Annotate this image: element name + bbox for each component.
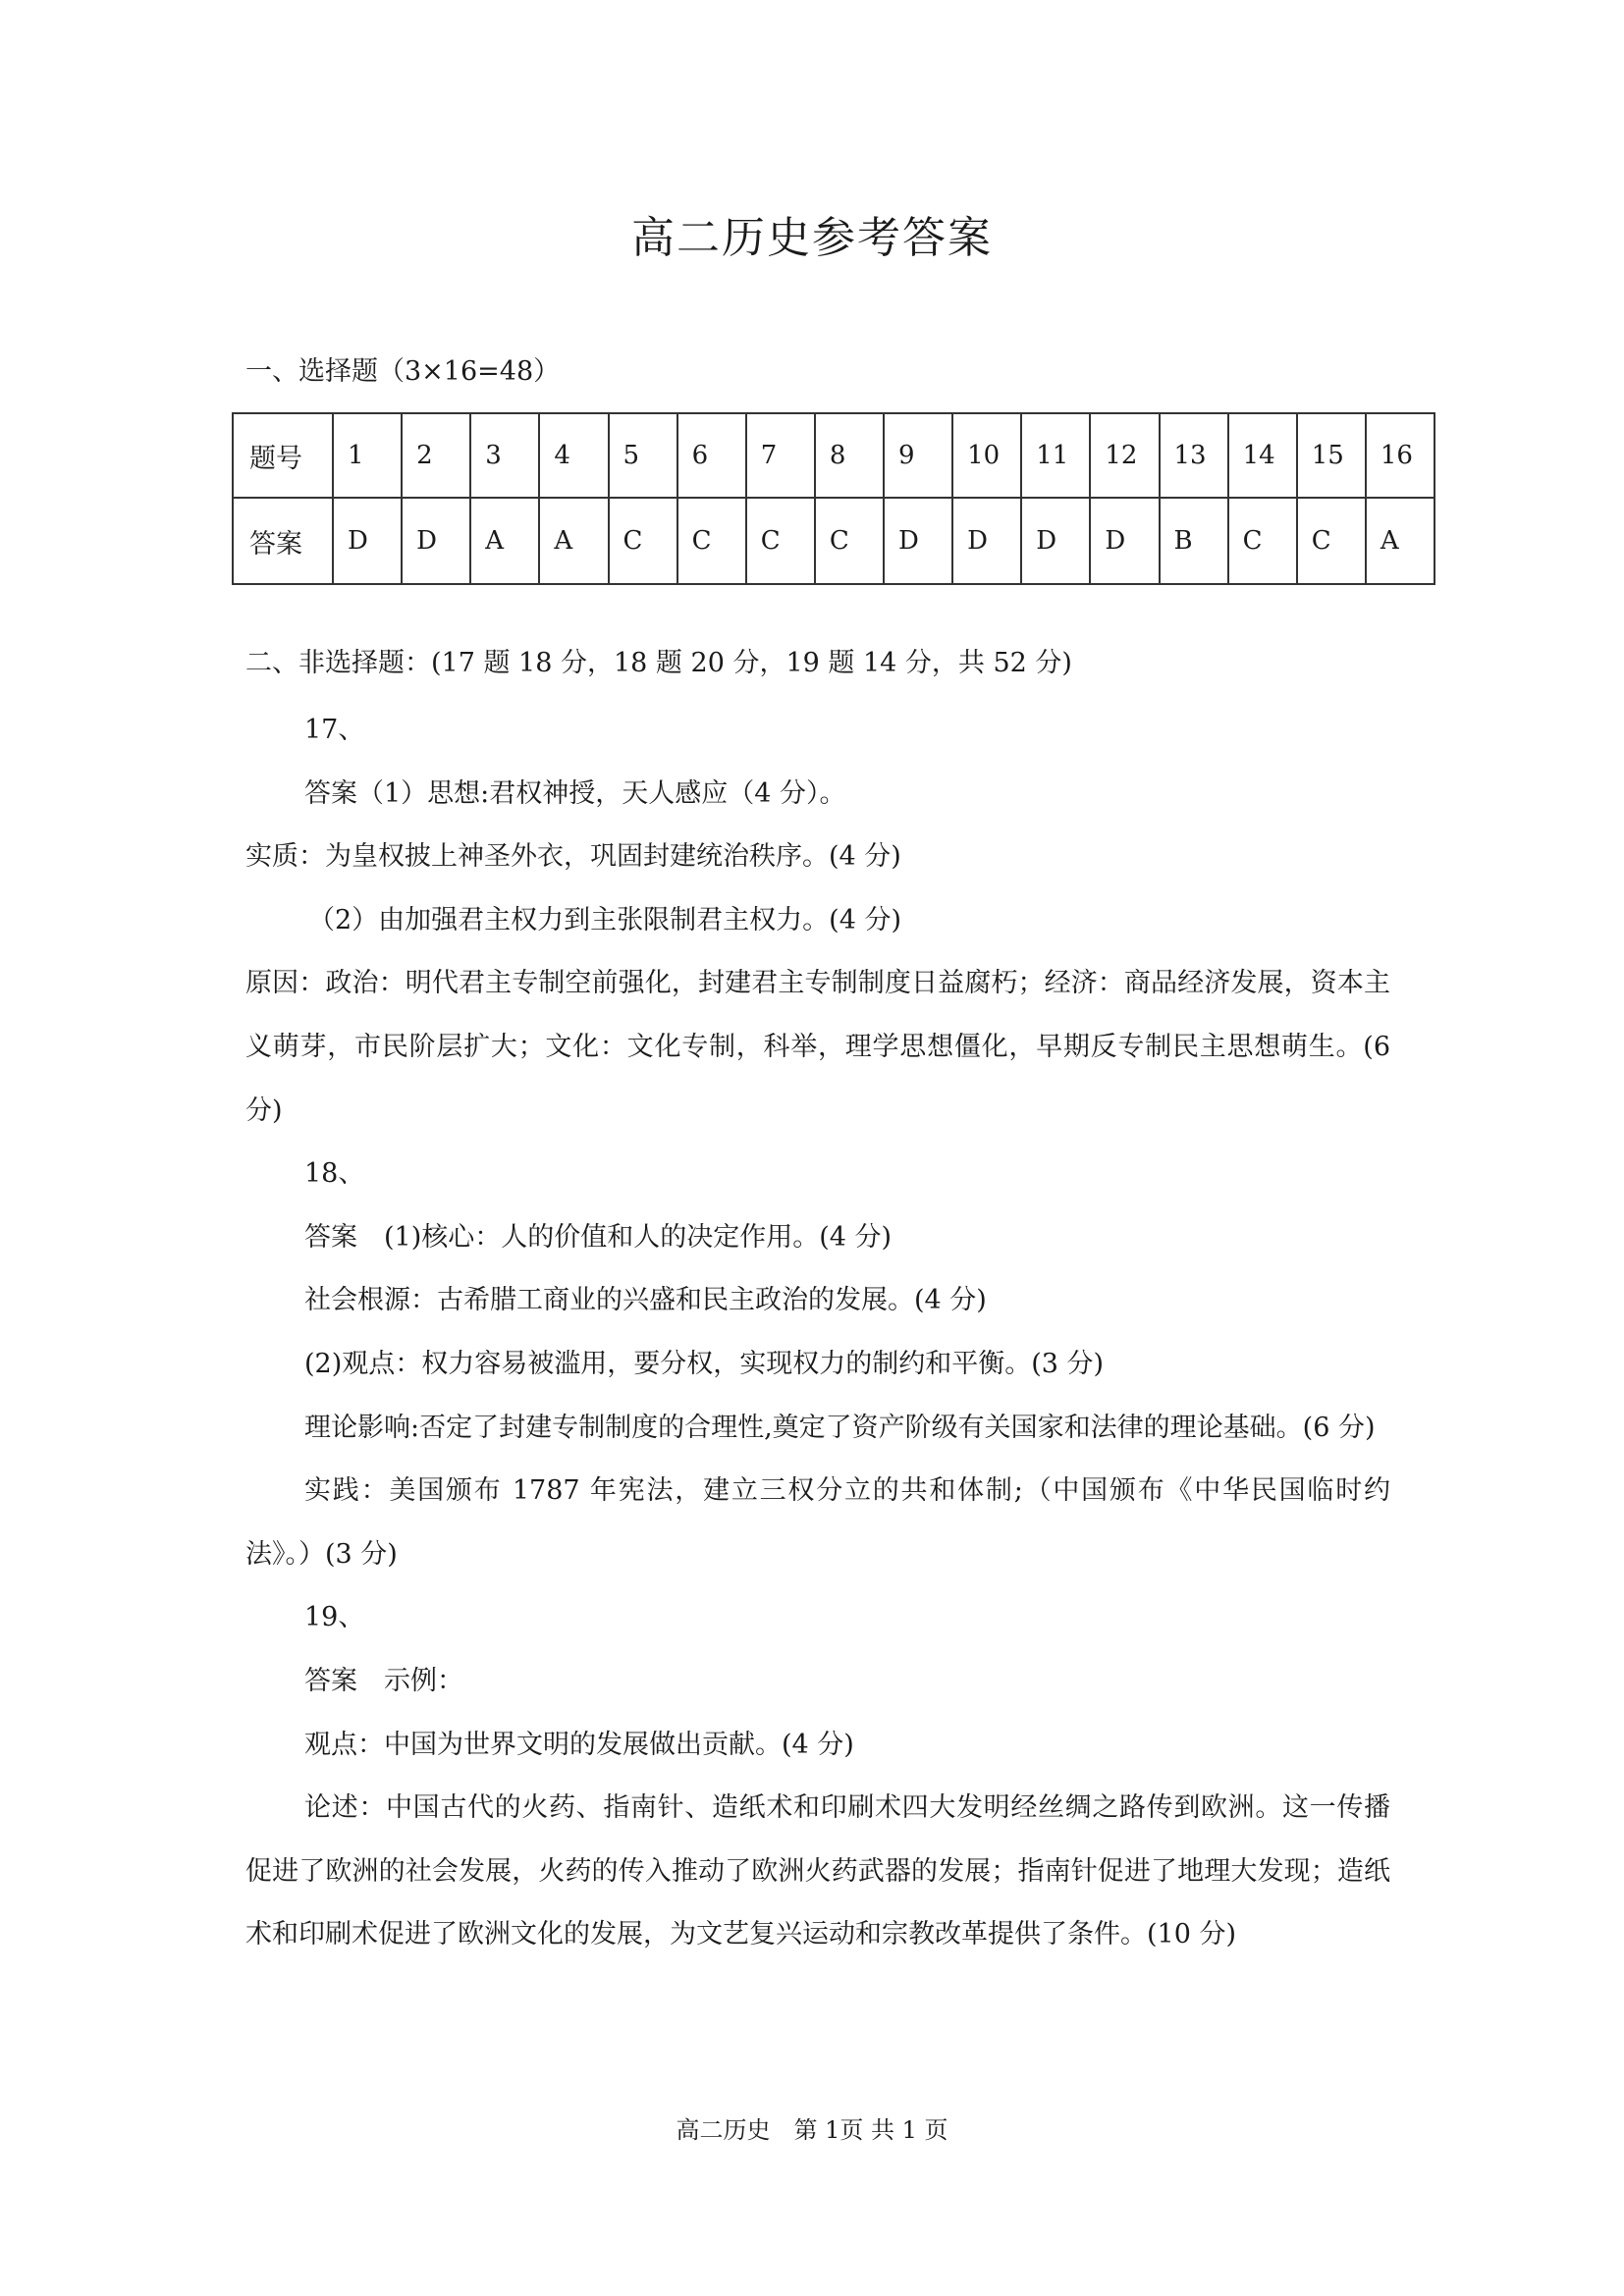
q19-argument: 论述：中国古代的火药、指南针、造纸术和印刷术四大发明经丝绸之路传到欧洲。这一传播促进了欧洲的社会发展，火药的传入推动了欧洲火药武器的发展；指南针促进了地理大发现；造纸术和印刷术促进了欧洲文化的发展，为文艺复兴运动和宗教改革提供了条件。(10 分)	[245, 1792, 1390, 1950]
question-number: 1	[333, 413, 402, 498]
answer-cell: D	[333, 498, 402, 584]
number-row	[233, 413, 1435, 498]
question-number: 14	[1228, 413, 1297, 498]
q18-practice: 实践：美国颁布 1787 年宪法，建立三权分立的共和体制;（中国颁布《中华民国临时约法》。）(3 分)	[245, 1475, 1390, 1570]
question-number: 13	[1160, 413, 1228, 498]
question-number: 3	[470, 413, 539, 498]
answer-cell: C	[746, 498, 815, 584]
number-row-label: 题号	[233, 413, 333, 498]
answer-cell: A	[470, 498, 539, 584]
answer-table	[232, 412, 1435, 585]
question-number: 7	[746, 413, 815, 498]
question-number: 16	[1366, 413, 1435, 498]
question-number: 12	[1090, 413, 1159, 498]
answer-cell: D	[1090, 498, 1159, 584]
question-number: 4	[539, 413, 608, 498]
answer-cell: A	[539, 498, 608, 584]
q18-core: 答案 (1)核心：人的价值和人的决定作用。(4 分)	[304, 1221, 893, 1253]
q18-social-roots: 社会根源：古希腊工商业的兴盛和民主政治的发展。(4 分)	[304, 1285, 987, 1316]
answer-cell: C	[609, 498, 677, 584]
answer-cell: C	[677, 498, 746, 584]
question-number: 5	[609, 413, 677, 498]
question-17-number: 17、	[304, 715, 365, 745]
q17-reasons: 原因：政治：明代君主专制空前强化，封建君主专制制度日益腐朽；经济：商品经济发展，资本主义萌芽，市民阶层扩大；文化：文化专制，科举，理学思想僵化，早期反专制民主思想萌生。(6 分)	[245, 968, 1390, 1126]
q17-answer-1: 答案（1）思想:君权神授，天人感应（4 分）。	[304, 777, 846, 809]
page-title: 高二历史参考答案	[631, 213, 993, 263]
answer-cell: C	[1297, 498, 1366, 584]
question-number: 8	[815, 413, 884, 498]
q18-viewpoint: (2)观点：权力容易被滥用，要分权，实现权力的制约和平衡。(3 分)	[304, 1348, 1105, 1379]
answer-cell: C	[1228, 498, 1297, 584]
q18-theory-impact: 理论影响:否定了封建专制制度的合理性,奠定了资产阶级有关国家和法律的理论基础。(6 分)	[304, 1412, 1376, 1443]
q17-essence: 实质：为皇权披上神圣外衣，巩固封建统治秩序。(4 分)	[245, 841, 901, 873]
question-number: 15	[1297, 413, 1366, 498]
answer-cell: D	[1021, 498, 1090, 584]
question-18-number: 18、	[304, 1158, 365, 1190]
answer-cell: B	[1160, 498, 1228, 584]
answer-row	[233, 498, 1435, 584]
answer-cell: D	[884, 498, 952, 584]
section-heading-choice: 一、选择题（3×16=48）	[245, 356, 561, 387]
answer-cell: D	[402, 498, 470, 584]
question-number: 9	[884, 413, 952, 498]
question-19-number: 19、	[304, 1602, 365, 1633]
answer-body	[245, 699, 1390, 1967]
page-footer: 高二历史 第 1页 共 1 页	[676, 2116, 948, 2144]
answer-cell: D	[952, 498, 1021, 584]
q19-answer-example: 答案 示例：	[304, 1665, 463, 1696]
question-number: 11	[1021, 413, 1090, 498]
q17-answer-2: （2）由加强君主权力到主张限制君主权力。(4 分)	[308, 904, 902, 935]
q19-viewpoint: 观点：中国为世界文明的发展做出贡献。(4 分)	[304, 1729, 854, 1760]
answer-cell: A	[1366, 498, 1435, 584]
question-number: 6	[677, 413, 746, 498]
answer-cell: C	[815, 498, 884, 584]
question-number: 10	[952, 413, 1021, 498]
question-number: 2	[402, 413, 470, 498]
section-heading-nonchoice: 二、非选择题：(17 题 18 分，18 题 20 分，19 题 14 分，共 52 分)	[245, 648, 1072, 678]
answer-row-label: 答案	[233, 498, 333, 584]
